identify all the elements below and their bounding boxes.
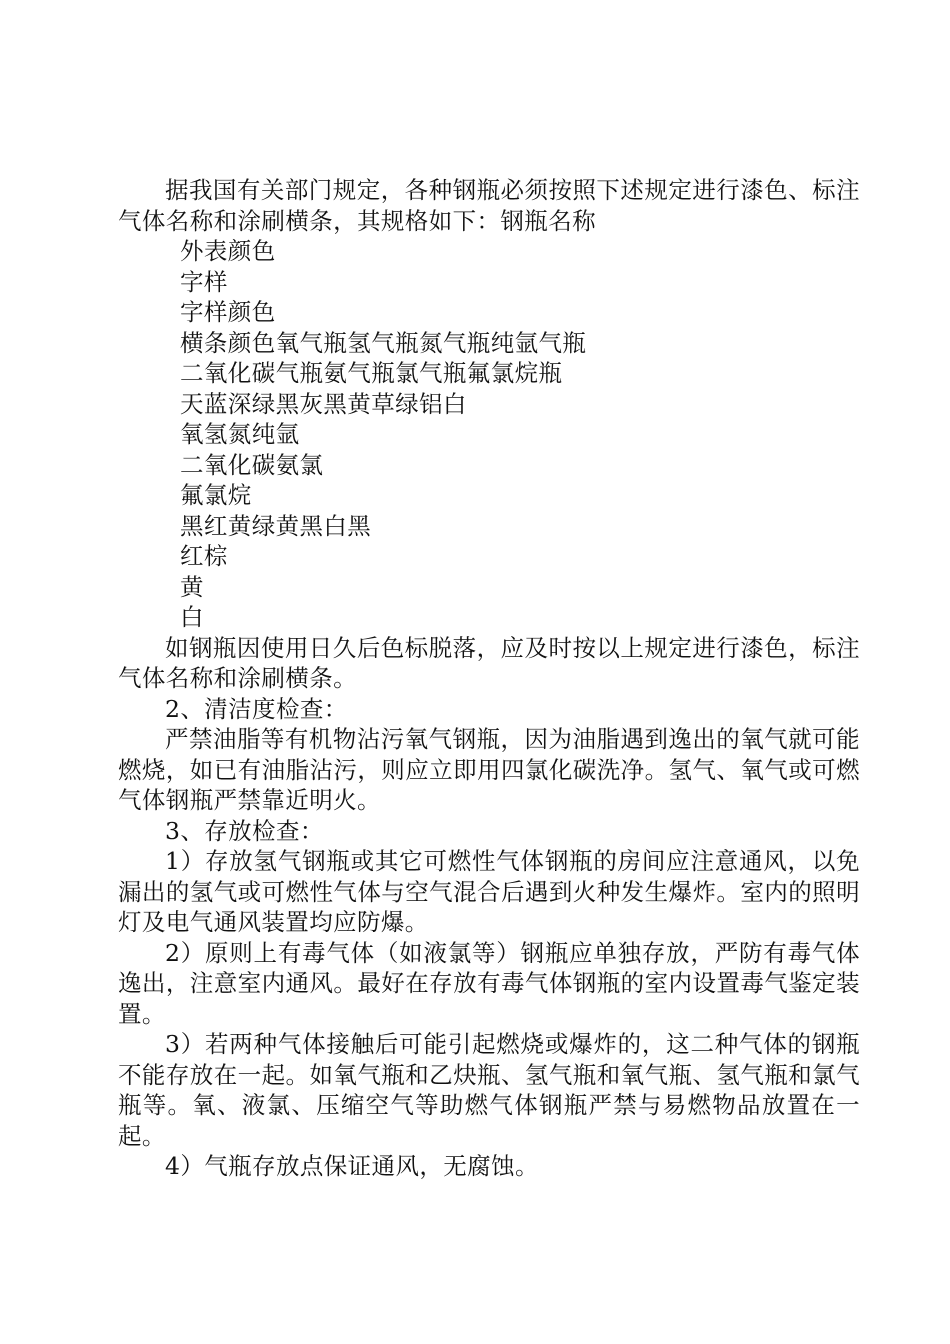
spec-line: 二氧化碳气瓶氨气瓶氯气瓶氟氯烷瓶 [180,359,563,387]
spec-line: 氧氢氮纯氩 [180,420,300,448]
recolor-paragraph: 如钢瓶因使用日久后色标脱落，应及时按以上规定进行漆色，标注气体名称和涂刷横条。 [118,633,860,692]
spec-line: 黄 [180,572,204,601]
spec-line: 字样颜色 [180,298,276,326]
section-heading-storage: 3、存放检查： [165,816,324,845]
storage-item-1: 1）存放氢气钢瓶或其它可燃性气体钢瓶的房间应注意通风，以免漏出的氢气或可燃性气体与空气混合后遇到火种发生爆炸。室内的照明灯及电气通风装置均应防爆。 [118,847,860,936]
spec-line: 氟氯烷 [180,481,252,509]
spec-line: 字样 [180,267,228,296]
spec-line: 外表颜色 [180,237,276,265]
storage-item-2: 2）原则上有毒气体（如液氯等）钢瓶应单独存放，严防有毒气体逸出，注意室内通风。最好在存放有毒气体钢瓶的室内设置毒气鉴定装置。 [118,938,860,1028]
intro-paragraph: 据我国有关部门规定，各种钢瓶必须按照下述规定进行漆色、标注气体名称和涂刷横条，其规格如下：钢瓶名称 [118,176,860,235]
cleanliness-paragraph: 严禁油脂等有机物沾污氧气钢瓶，因为油脂遇到逸出的氧气就可能燃烧，如已有油脂沾污，则应立即用四氯化碳洗净。氢气、氧气或可燃气体钢瓶严禁靠近明火。 [118,725,860,814]
spec-line: 红棕 [180,542,228,570]
storage-item-3: 3）若两种气体接触后可能引起燃烧或爆炸的，这二种气体的钢瓶不能存放在一起。如氧气瓶和乙炔瓶、氢气瓶和氧气瓶、氢气瓶和氯气瓶等。氧、液氯、压缩空气等助燃气体钢瓶严禁与易燃物品放置在一起。 [118,1030,860,1150]
section-heading-cleanliness: 2、清洁度检查： [165,694,348,723]
document-body [118,175,860,1182]
spec-line: 横条颜色氧气瓶氢气瓶氮气瓶纯氩气瓶 [180,328,587,357]
spec-line: 白 [180,603,204,631]
spec-line: 黑红黄绿黄黑白黑 [180,511,372,540]
spec-line: 天蓝深绿黑灰黑黄草绿铝白 [180,389,467,418]
spec-line: 二氧化碳氨氯 [180,450,324,479]
storage-item-4: 4）气瓶存放点保证通风，无腐蚀。 [165,1152,539,1180]
